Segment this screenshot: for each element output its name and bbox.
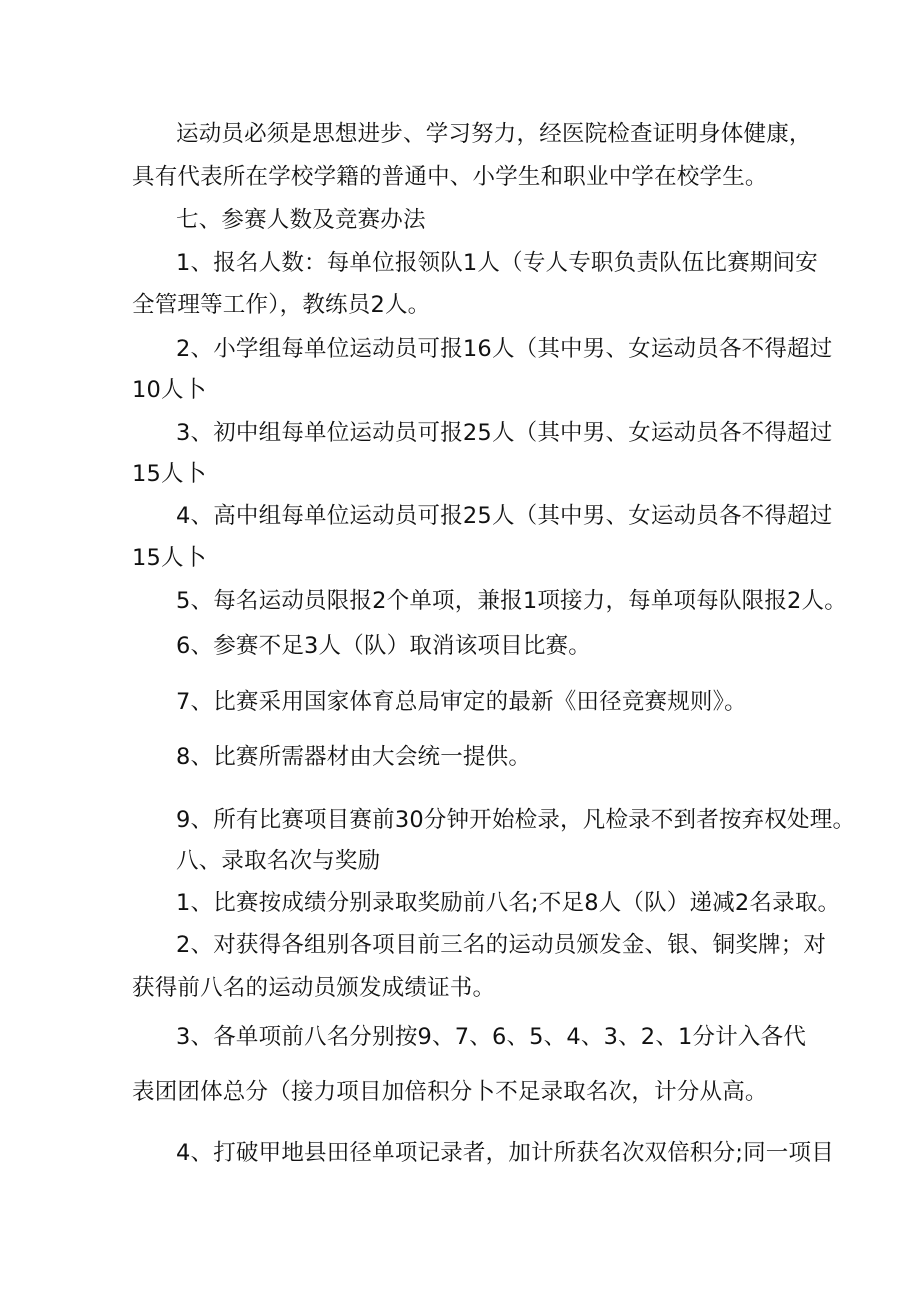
item-8-1: 1、比赛按成绩分别录取奖励前八名;不足8人（队）递减2名录取。: [176, 890, 841, 916]
item-7-9: 9、所有比赛项目赛前30分钟开始检录，凡检录不到者按弃权处理。: [176, 807, 856, 833]
item-7-3-line-2: 15人卜: [132, 461, 207, 487]
item-7-1-line-2: 全管理等工作），教练员2人。: [132, 292, 431, 318]
item-7-6: 6、参赛不足3人（队）取消该项目比赛。: [176, 633, 591, 659]
item-8-2-line-2: 获得前八名的运动员颁发成绩证书。: [132, 975, 496, 1001]
item-7-8: 8、比赛所需器材由大会统一提供。: [176, 744, 532, 770]
item-7-4-line-1: 4、高中组每单位运动员可报25人（其中男、女运动员各不得超过: [176, 503, 833, 529]
item-8-4-line-1: 4、打破甲地县田径单项记录者，加计所获名次双倍积分;同一项目: [176, 1140, 834, 1166]
item-7-7: 7、比赛采用国家体育总局审定的最新《田径竞赛规则》。: [176, 689, 747, 715]
item-7-3-line-1: 3、初中组每单位运动员可报25人（其中男、女运动员各不得超过: [176, 420, 833, 446]
item-7-4-line-2: 15人卜: [132, 545, 207, 571]
item-7-5: 5、每名运动员限报2个单项，兼报1项接力，每单项每队限报2人。: [176, 588, 847, 614]
item-8-3-line-2: 表团团体总分（接力项目加倍积分卜不足录取名次，计分从高。: [132, 1079, 768, 1105]
section-heading-8: 八、录取名次与奖励: [176, 848, 381, 874]
item-8-2-line-1: 2、对获得各组别各项目前三名的运动员颁发金、银、铜奖牌；对: [176, 932, 827, 958]
item-7-2-line-2: 10人卜: [132, 377, 207, 403]
paragraph-line-1: 运动员必须是思想进步、学习努力，经医院检查证明身体健康，: [176, 121, 812, 147]
section-heading-7: 七、参赛人数及竞赛办法: [176, 207, 426, 233]
item-8-3-line-1: 3、各单项前八名分别按9、7、6、5、4、3、2、1分计入各代: [176, 1024, 807, 1050]
item-7-1-line-1: 1、报名人数：每单位报领队1人（专人专职负责队伍比赛期间安: [176, 250, 818, 276]
paragraph-line-2: 具有代表所在学校学籍的普通中、小学生和职业中学在校学生。: [132, 164, 768, 190]
item-7-2-line-1: 2、小学组每单位运动员可报16人（其中男、女运动员各不得超过: [176, 336, 833, 362]
